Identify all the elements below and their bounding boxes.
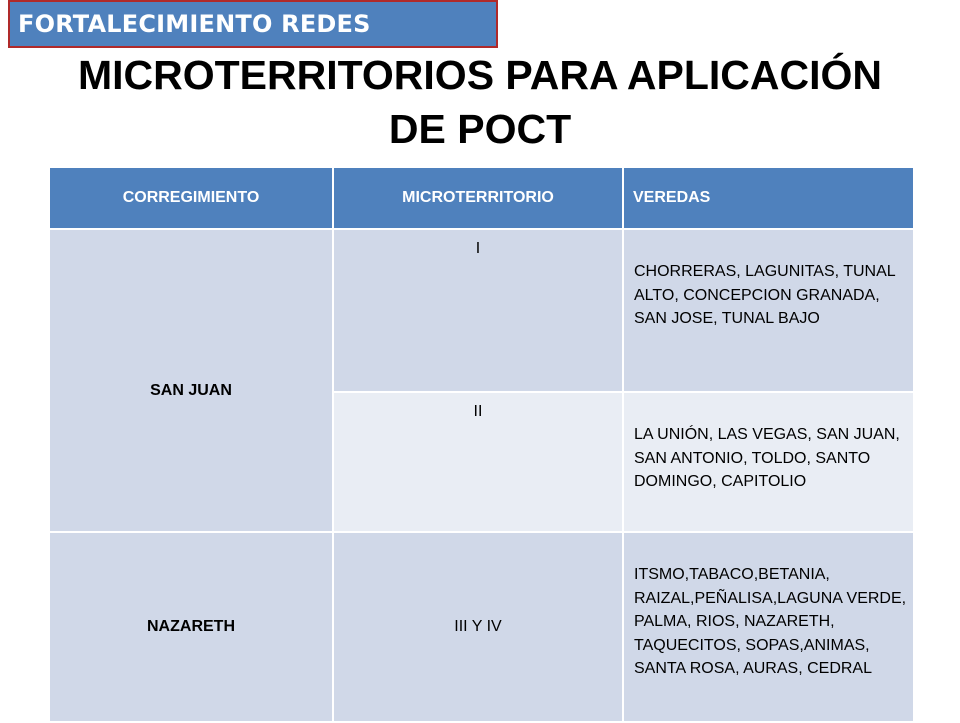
header-corregimiento: CORREGIMIENTO	[49, 167, 333, 229]
banner-label: FORTALECIMIENTO REDES	[18, 10, 371, 38]
cell-corregimiento-nazareth: NAZARETH	[49, 532, 333, 722]
slide-title	[40, 48, 920, 156]
slide-title-line-1: MICROTERRITORIOS PARA APLICACIÓN	[77, 52, 883, 98]
cell-microterritorio: I	[333, 229, 623, 392]
table-row	[49, 229, 914, 392]
microterritories-table	[48, 166, 915, 723]
cell-corregimiento-san-juan: SAN JUAN	[49, 229, 333, 532]
cell-veredas: ITSMO,TABACO,BETANIA, RAIZAL,PEÑALISA,LAGUNA VERDE, PALMA, RIOS, NAZARETH, TAQUECITOS, SOPAS,ANIMAS, SANTA ROSA, AURAS, CEDRAL	[623, 532, 914, 722]
cell-veredas: CHORRERAS, LAGUNITAS, TUNAL ALTO, CONCEPCION GRANADA, SAN JOSE, TUNAL BAJO	[623, 229, 914, 392]
header-microterritorio: MICROTERRITORIO	[333, 167, 623, 229]
slide-title-line-2: DE POCT	[388, 106, 572, 152]
table-header-row	[49, 167, 914, 229]
cell-veredas: LA UNIÓN, LAS VEGAS, SAN JUAN, SAN ANTONIO, TOLDO, SANTO DOMINGO, CAPITOLIO	[623, 392, 914, 532]
cell-microterritorio: III Y IV	[333, 532, 623, 722]
cell-microterritorio: II	[333, 392, 623, 532]
header-veredas: VEREDAS	[623, 167, 914, 229]
section-banner	[8, 0, 498, 48]
table-row	[49, 532, 914, 722]
